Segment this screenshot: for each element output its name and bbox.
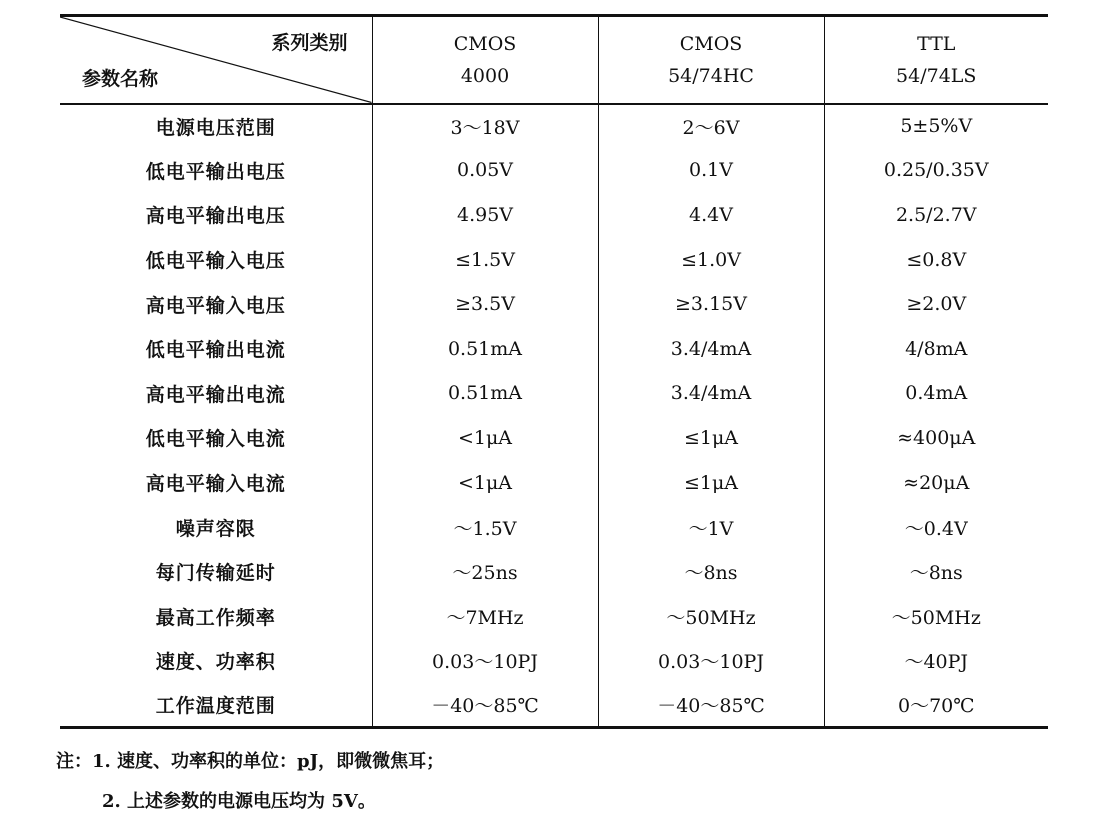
value-cell: ≤1μA <box>598 460 824 505</box>
value-cell: 2～6V <box>598 104 824 149</box>
value-cell: 4/8mA <box>824 326 1048 371</box>
value-cell: <1μA <box>372 460 598 505</box>
column-header-family: TTL <box>917 32 956 55</box>
parameter-name-cell: 噪声容限 <box>175 517 256 540</box>
parameter-name-cell: 每门传输延时 <box>155 562 276 585</box>
value-cell: 3～18V <box>372 104 598 149</box>
value-cell: ≤1.5V <box>372 237 598 282</box>
value-cell: ～7MHz <box>372 594 598 639</box>
value-cell: ≤1μA <box>598 416 824 461</box>
value-cell: ～8ns <box>598 549 824 594</box>
parameter-name-cell: 高电平输出电流 <box>145 383 286 406</box>
table-body <box>60 104 1048 728</box>
parameter-name-cell: 低电平输入电压 <box>145 250 286 273</box>
value-cell: ≥2.0V <box>824 282 1048 327</box>
table-row <box>60 683 1048 728</box>
value-cell: 5±5%V <box>824 104 1048 149</box>
value-cell: ≤1.0V <box>598 237 824 282</box>
table-row <box>60 594 1048 639</box>
parameter-table <box>60 14 1048 729</box>
value-cell: ～0.4V <box>824 505 1048 550</box>
value-cell: 4.4V <box>598 193 824 238</box>
value-cell: －40～85℃ <box>372 683 598 728</box>
table-row <box>60 639 1048 684</box>
series-category-label: 系列类别 <box>271 32 348 54</box>
value-cell: 0.03～10PJ <box>598 639 824 684</box>
value-cell: －40～85℃ <box>598 683 824 728</box>
value-cell: 0.05V <box>372 148 598 193</box>
parameter-name-cell: 工作温度范围 <box>60 683 372 728</box>
column-header-series: 54/74HC <box>668 64 754 87</box>
footnote-1: 注：1. 速度、功率积的单位：pJ，即微微焦耳； <box>56 751 445 772</box>
value-cell: 3.4/4mA <box>598 371 824 416</box>
table-row <box>60 237 1048 282</box>
table-row <box>60 193 1048 238</box>
value-cell: ～40PJ <box>824 639 1048 684</box>
value-cell: 4.95V <box>372 193 598 238</box>
parameter-name-cell: 高电平输出电压 <box>145 205 286 228</box>
parameter-name-cell: 电源电压范围 <box>155 116 276 139</box>
value-cell: 0～70℃ <box>824 683 1048 728</box>
value-cell: ～50MHz <box>598 594 824 639</box>
table-row <box>60 282 1048 327</box>
column-header-family: CMOS <box>679 32 743 55</box>
column-header-family: CMOS <box>453 32 517 55</box>
diagonal-corner-cell <box>60 16 372 104</box>
value-cell: ～1V <box>598 505 824 550</box>
parameter-name-label: 参数名称 <box>82 67 159 90</box>
value-cell: ≥3.5V <box>372 282 598 327</box>
table-row <box>60 148 1048 193</box>
value-cell: 0.25/0.35V <box>824 148 1048 193</box>
column-header-cmos-4000 <box>372 16 598 104</box>
parameter-name-cell: 高电平输入电流 <box>145 473 286 496</box>
footnotes <box>56 742 444 822</box>
value-cell: 0.51mA <box>372 326 598 371</box>
column-header-series: 54/74LS <box>896 64 977 87</box>
table-row <box>60 460 1048 505</box>
table-row <box>60 371 1048 416</box>
footnote-2: 2. 上述参数的电源电压均为 5V。 <box>102 791 376 812</box>
value-cell: ≈400μA <box>824 416 1048 461</box>
parameter-name-cell: 最高工作频率 <box>155 606 276 629</box>
column-header-cmos-hc <box>598 16 824 104</box>
value-cell: 0.51mA <box>372 371 598 416</box>
parameter-name-cell: 低电平输出电压 <box>145 160 286 183</box>
value-cell: ≤0.8V <box>824 237 1048 282</box>
value-cell: ～1.5V <box>372 505 598 550</box>
value-cell: 2.5/2.7V <box>824 193 1048 238</box>
value-cell: 3.4/4mA <box>598 326 824 371</box>
parameter-name-cell: 高电平输入电压 <box>145 294 286 317</box>
table-row <box>60 416 1048 461</box>
value-cell: ～25ns <box>372 549 598 594</box>
value-cell: <1μA <box>372 416 598 461</box>
value-cell: 0.03～10PJ <box>372 639 598 684</box>
parameter-name-cell: 低电平输出电流 <box>145 339 286 362</box>
column-header-ttl-ls <box>824 16 1048 104</box>
value-cell: ～50MHz <box>824 594 1048 639</box>
value-cell: ～8ns <box>824 549 1048 594</box>
table-header-row <box>60 16 1048 104</box>
value-cell: ≈20μA <box>824 460 1048 505</box>
table-row <box>60 326 1048 371</box>
value-cell: ≥3.15V <box>598 282 824 327</box>
parameter-name-cell: 速度、功率积 <box>155 651 276 674</box>
table-row <box>60 104 1048 149</box>
value-cell: 0.4mA <box>824 371 1048 416</box>
column-header-series: 4000 <box>460 64 510 87</box>
parameter-name-cell: 低电平输入电流 <box>145 428 286 451</box>
table-row <box>60 549 1048 594</box>
table-row <box>60 505 1048 550</box>
value-cell: 0.1V <box>598 148 824 193</box>
